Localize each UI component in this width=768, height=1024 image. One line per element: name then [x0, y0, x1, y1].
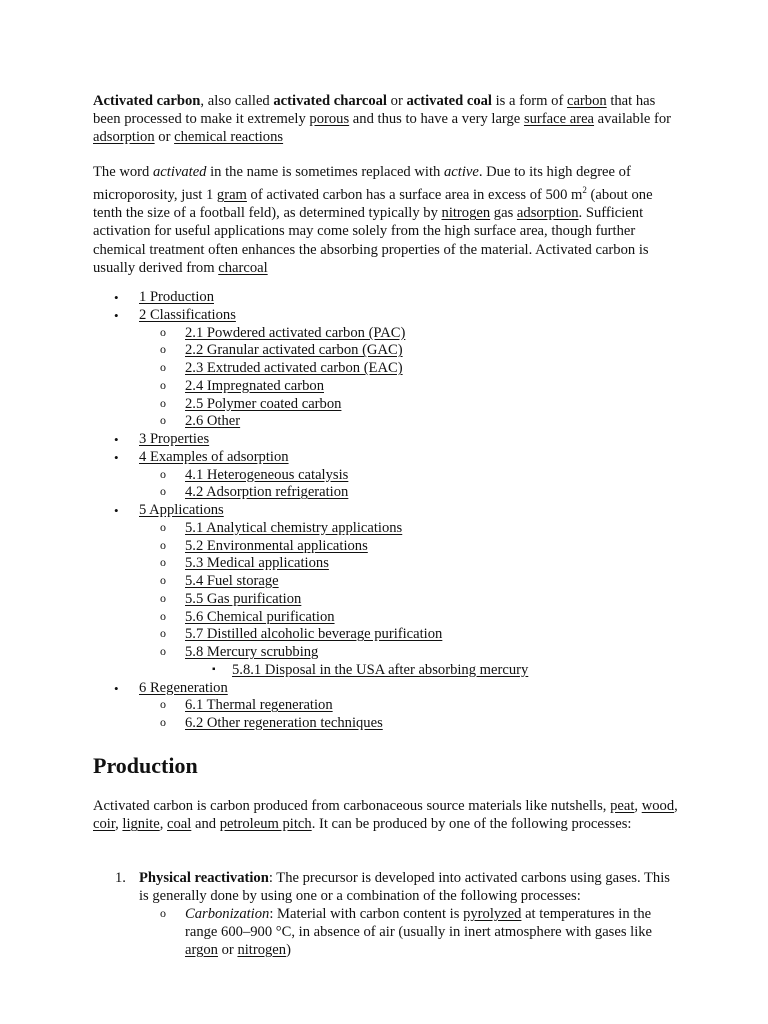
text-run: . Sufficient activation for useful applications may come solely from the high surface area, though further chemical treatment often enhances the absorbing properties of the material. Activated carbon is usually derived from — [93, 205, 649, 276]
text-run: in the name is sometimes replaced with — [206, 164, 444, 180]
toc-item — [0, 307, 768, 325]
link-pyrolyzed[interactable]: pyrolyzed — [463, 906, 522, 922]
link-adsorption[interactable]: adsorption — [516, 205, 579, 222]
bullet-disc-icon: • — [114, 449, 119, 465]
link-porous[interactable]: porous — [309, 111, 350, 128]
toc-link[interactable]: 5 Applications — [139, 502, 224, 518]
toc-item — [0, 555, 768, 573]
toc-link[interactable]: 4.2 Adsorption refrigeration — [185, 484, 349, 501]
bullet-disc-icon: • — [114, 290, 119, 305]
text-run: . It can be produced by one of the following processes: — [311, 816, 632, 833]
toc-item — [0, 644, 768, 662]
toc-link[interactable]: 2.1 Powdered activated carbon (PAC) — [185, 324, 406, 341]
text-run: (about one tenth the size of a football feld), as determined typically by — [93, 187, 653, 222]
bullet-disc-icon: • — [114, 503, 119, 518]
toc-item — [0, 573, 768, 591]
toc-link[interactable]: 4 Examples of adsorption — [139, 448, 289, 465]
link-gram[interactable]: gram — [216, 187, 247, 204]
bullet-disc-icon: • — [114, 432, 119, 447]
bold-term: activated coal — [406, 93, 492, 109]
italic-term: Carbonization — [185, 906, 270, 922]
toc-item — [0, 413, 768, 431]
toc-item — [0, 609, 768, 627]
bullet-circle-icon: o — [160, 537, 166, 552]
text-run: and — [191, 816, 220, 833]
link-lignite[interactable]: lignite — [122, 816, 160, 833]
link-charcoal[interactable]: charcoal — [218, 259, 268, 276]
link-nitrogen[interactable]: nitrogen — [237, 942, 287, 958]
text-run: , — [634, 798, 642, 814]
text-run: . Due to its high degree of microporosity, just 1 — [93, 164, 631, 204]
link-nitrogen[interactable]: nitrogen — [441, 205, 491, 222]
text-run: of activated carbon has a surface area in excess of 500 m — [246, 187, 583, 204]
bullet-circle-icon: o — [160, 484, 166, 499]
toc-link[interactable]: 2.3 Extruded activated carbon (EAC) — [185, 360, 403, 376]
bullet-circle-icon: o — [160, 377, 166, 392]
bullet-circle-icon: o — [160, 590, 166, 605]
text-run: Activated carbon is carbon produced from carbonaceous source materials like nutshells, — [93, 798, 611, 814]
bullet-circle-icon: o — [160, 906, 166, 920]
list-item — [0, 869, 679, 959]
bold-term: Activated carbon — [93, 93, 201, 109]
sub-list-item — [139, 905, 675, 959]
toc-item — [0, 484, 768, 502]
toc-item — [0, 342, 768, 360]
link-petroleum-pitch[interactable]: petroleum pitch — [219, 816, 312, 833]
link-coal[interactable]: coal — [167, 816, 192, 833]
toc-link[interactable]: 5.6 Chemical purification — [185, 608, 335, 625]
toc-item — [0, 538, 768, 556]
production-paragraph — [93, 797, 678, 833]
bullet-circle-icon: o — [160, 342, 166, 357]
text-run: : The precursor is developed into activated carbons using gases. This is generally done by using one or a combination of the following processes: — [139, 870, 670, 904]
bullet-disc-icon: • — [114, 680, 119, 696]
bullet-circle-icon: o — [160, 644, 166, 658]
toc-link[interactable]: 2 Classifications — [139, 306, 236, 323]
toc-link[interactable]: 5.2 Environmental applications — [185, 537, 368, 554]
italic-term: activated — [152, 164, 207, 180]
bullet-circle-icon: o — [160, 555, 166, 570]
bullet-circle-icon: o — [160, 715, 166, 729]
bullet-circle-icon: o — [160, 573, 166, 587]
toc-item — [0, 697, 768, 715]
toc-item — [0, 467, 768, 485]
link-adsorption[interactable]: adsorption — [93, 129, 155, 146]
link-argon[interactable]: argon — [185, 942, 218, 958]
bullet-circle-icon: o — [160, 626, 166, 641]
toc-item — [0, 680, 768, 698]
text-run: : Material with carbon content is — [269, 906, 464, 922]
text-run: is a form of — [491, 93, 567, 109]
text-run: , also called — [200, 93, 274, 109]
toc-link[interactable]: 6.2 Other regeneration techniques — [185, 715, 383, 731]
text-run: and thus to have a very large — [349, 111, 524, 128]
toc-item — [0, 431, 768, 449]
text-run: The word — [93, 164, 153, 180]
text-run: , — [115, 816, 123, 833]
text-run: or — [387, 93, 407, 109]
superscript: 2 — [582, 185, 587, 196]
bold-term: activated charcoal — [273, 93, 387, 109]
link-chemical-reactions[interactable]: chemical reactions — [174, 129, 284, 146]
toc-item — [0, 520, 768, 538]
toc-link[interactable]: 2.5 Polymer coated carbon — [185, 395, 342, 412]
bullet-circle-icon: o — [160, 519, 166, 534]
link-coir[interactable]: coir — [93, 816, 116, 833]
toc-link[interactable]: 5.5 Gas purification — [185, 590, 302, 607]
text-run: that has been processed to make it extremely — [93, 93, 656, 128]
microporosity-paragraph — [93, 163, 678, 277]
text-run: at temperatures in the range 600–900 °C, in absence of air (usually in inert atmosphere with gases like — [185, 906, 653, 940]
toc-link[interactable]: 5.4 Fuel storage — [185, 573, 279, 589]
toc-link[interactable]: 3 Properties — [139, 431, 210, 447]
toc-link[interactable]: 5.1 Analytical chemistry applications — [185, 519, 403, 536]
toc-link[interactable]: 6 Regeneration — [139, 679, 228, 696]
intro-paragraph — [93, 92, 678, 147]
bullet-circle-icon: o — [160, 697, 166, 712]
toc-item — [0, 289, 768, 307]
bold-term: Physical reactivation — [139, 870, 269, 886]
toc-link[interactable]: 2.4 Impregnated carbon — [185, 377, 324, 394]
toc-item — [0, 502, 768, 520]
toc-item — [0, 626, 768, 644]
toc-item — [0, 715, 768, 733]
link-wood[interactable]: wood — [641, 798, 675, 814]
toc-item — [0, 378, 768, 396]
link-peat[interactable]: peat — [610, 798, 635, 814]
link-surface-area[interactable]: surface area — [523, 111, 595, 128]
bullet-circle-icon: o — [160, 413, 166, 428]
bullet-circle-icon: o — [160, 324, 166, 339]
toc-link[interactable]: 5.7 Distilled alcoholic beverage purification — [185, 626, 443, 643]
section-heading-production: Production — [93, 753, 198, 778]
text-run: available for — [594, 111, 672, 128]
text-run: or — [217, 942, 238, 958]
toc-link[interactable]: 5.8 Mercury scrubbing — [185, 644, 319, 660]
bullet-circle-icon: o — [160, 395, 166, 410]
toc-link[interactable]: 2.2 Granular activated carbon (GAC) — [185, 342, 403, 359]
toc-item — [0, 591, 768, 609]
toc-link[interactable]: 5.8.1 Disposal in the USA after absorbing mercury — [232, 661, 529, 678]
toc-link[interactable]: 6.1 Thermal regeneration — [185, 697, 333, 714]
table-of-contents — [0, 289, 768, 733]
toc-item — [0, 360, 768, 378]
toc-item — [0, 662, 768, 680]
toc-item — [0, 325, 768, 343]
toc-item — [0, 396, 768, 414]
list-number: 1. — [115, 870, 126, 886]
toc-link[interactable]: 4.1 Heterogeneous catalysis — [185, 466, 349, 483]
text-run: ) — [286, 942, 291, 958]
text-run: or — [154, 129, 175, 146]
toc-link[interactable]: 5.3 Medical applications — [185, 555, 329, 572]
italic-term: active — [443, 164, 479, 180]
toc-item — [0, 449, 768, 467]
text-run: gas — [490, 205, 517, 222]
text-run: , — [159, 816, 167, 833]
toc-link[interactable]: 1 Production — [139, 289, 214, 305]
production-steps-list — [0, 869, 768, 959]
link-carbon[interactable]: carbon — [566, 93, 607, 109]
text-run: , — [674, 798, 678, 814]
bullet-disc-icon: • — [114, 307, 119, 323]
bullet-circle-icon: o — [160, 360, 166, 374]
bullet-circle-icon: o — [160, 608, 166, 623]
toc-link[interactable]: 2.6 Other — [185, 413, 241, 430]
bullet-square-icon: ▪ — [212, 663, 216, 675]
bullet-circle-icon: o — [160, 466, 166, 481]
